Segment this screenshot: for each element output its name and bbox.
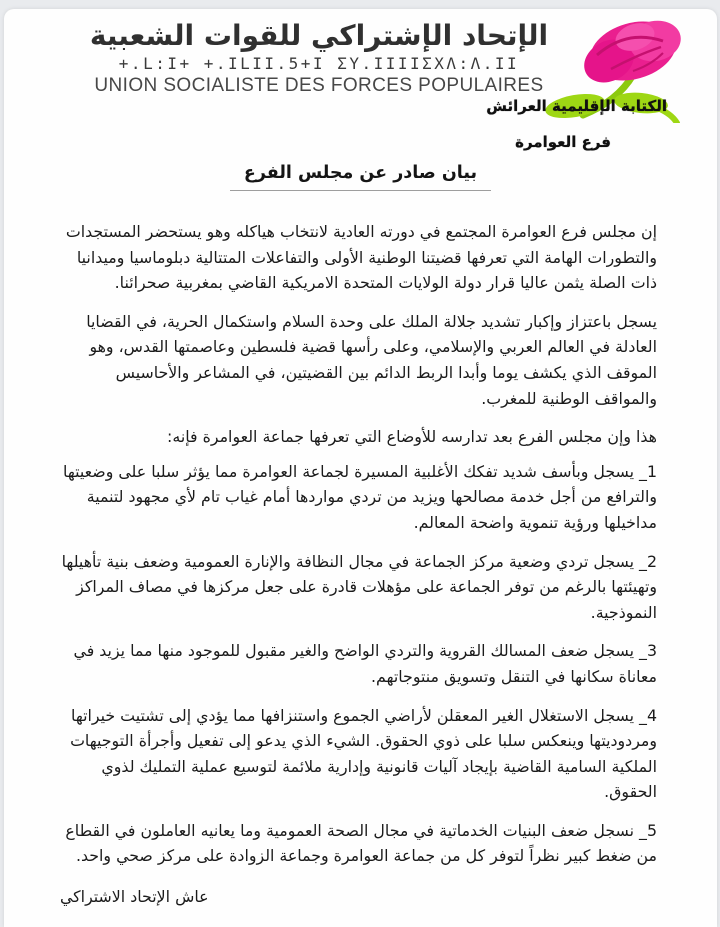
scanned-document-page [4, 9, 717, 927]
statement-body [4, 219, 717, 910]
statement-item-5: 5_ نسجل ضعف البنيات الخدماتية في مجال الصحة العمومية وما يعانيه العاملون في القطاع من ضغط كبير نظراً لتوفر كل من جماعة العوامرة وجماعة الزوادة على مركز صحي واحد. [65, 820, 657, 866]
party-name-french: UNION SOCIALISTE DES FORCES POPULAIRES [94, 75, 544, 96]
statement-item-4: 4_ يسجل الاستغلال الغير المعقلن لأراضي الجموع واستنزافها مما يؤدي إلى تشتيت خيراتها ومردوديتها وينعكس سلبا على ذوي الحقوق. الشيء الذي يدعو إلى تفعيل وأجرأة التوجيهات الملكية السامية القاضية بإيجاد آليات قانونية وإدارية ملائمة لتوسيع عملية التمليك لذوي الحقوق. [70, 705, 657, 802]
closing-slogan: عاش الإتحاد الاشتراكي [60, 887, 209, 907]
party-name-tifinagh: +.L:I+ +.ILII.5+I ΣY.IIIIΣXΛ:Λ.II [118, 54, 520, 73]
paragraph-intro: إن مجلس فرع العوامرة المجتمع في دورته العادية لانتخاب هياكله وهو يستحضر المستجدات والتطورات الهامة التي تعرفها قضيتنا الوطنية الأولى والتفاعلات المتتالية دبلوماسيا وميدانيا ذات الصلة يثمن عاليا قرار دولة الولايات المتحدة الامريكية القاضي بمغربية صحرائنا. [65, 222, 657, 293]
paragraph-king: يسجل باعتزاز وإكبار تشديد جلالة الملك على وحدة السلام واستكمال الحرية، في القضايا العادلة في العالم العربي والإسلامي، وعلى رأسها قضية فلسطين وعاصمتها القدس، وهو الموقف الذي يكشف يوما وأبدا الربط الدائم بين القضيتين، في المشاعر والأحاسيس والمواقف الوطنية للمغرب. [86, 311, 657, 408]
party-name-block [84, 18, 554, 97]
party-name-arabic: الإتحاد الإشتراكي للقوات الشعبية [89, 19, 549, 52]
statement-item-3: 3_ يسجل ضعف المسالك القروية والتردي الواضح والغير مقبول للموجود منها مما يزيد في معاناة سكانها في التنقل وتسويق منتوجاتهم. [73, 641, 657, 686]
document-title: بيان صادر عن مجلس الفرع [230, 163, 491, 191]
branch-label: فرع العوامرة [515, 133, 611, 151]
party-letterhead [4, 9, 717, 159]
title-row [4, 163, 717, 191]
regional-secretariat-label: الكتابة الإقليمية العرائش [486, 97, 667, 115]
paragraph-lead-in: هذا وإن مجلس الفرع بعد تدارسه للأوضاع التي تعرفها جماعة العوامرة فإنه: [167, 427, 657, 447]
statement-item-1: 1_ يسجل وبأسف شديد تفكك الأغلبية المسيرة لجماعة العوامرة مما يؤثر سلبا على وضعيتها والترافع من أجل خدمة مصالحها ويزيد من تردي مواردها أمام غياب تام لأي مجهود لتنمية مداخيلها ورؤية تنموية واضحة المعالم. [63, 461, 657, 532]
statement-item-2: 2_ يسجل تردي وضعية مركز الجماعة في مجال النظافة والإنارة العمومية وضعف بنية تأهيلها وتهيئتها بالرغم من توفر الجماعة على مؤهلات قادرة على جعل مركزها في مصاف المراكز النموذجية. [61, 551, 657, 622]
